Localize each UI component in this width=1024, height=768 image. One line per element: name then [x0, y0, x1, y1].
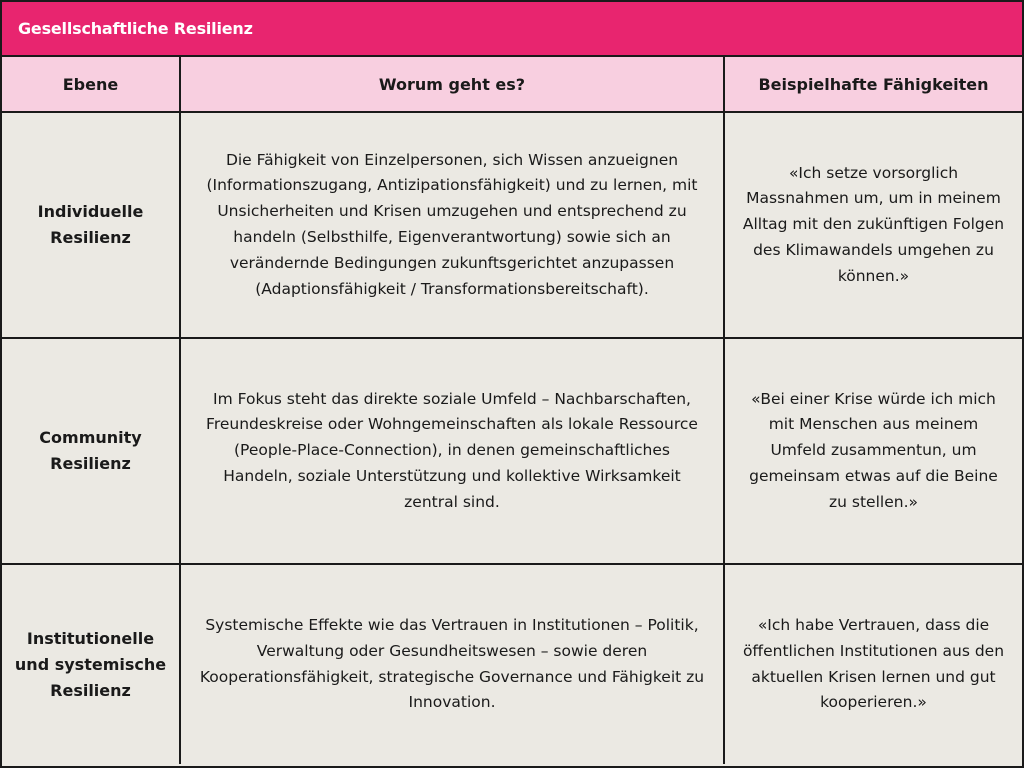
level-label: Institutionelle und systemische Resilienz: [14, 628, 167, 700]
example-cell: «Bei einer Krise würde ich mich mit Menschen aus meinem Umfeld zusammentun, um gemeinsam etwas auf die Beine zu stellen.»: [724, 338, 1022, 564]
table-row: [2, 564, 1022, 764]
level-cell: [2, 338, 180, 564]
level-cell: [2, 112, 180, 338]
column-header-description: Worum geht es?: [180, 57, 724, 112]
table-title: Gesellschaftliche Resilienz: [18, 19, 253, 38]
column-header-examples: Beispielhafte Fähigkeiten: [724, 57, 1022, 112]
description-cell: Systemische Effekte wie das Vertrauen in Institutionen – Politik, Verwaltung oder Gesundheitswesen – sowie deren Kooperationsfähigkeit, strategische Governance und Fähigkeit zu Innovation.: [180, 564, 724, 764]
table-row: [2, 112, 1022, 338]
description-cell: Im Fokus steht das direkte soziale Umfeld – Nachbarschaften, Freundeskreise oder Wohngemeinschaften als lokale Ressource (People-Place-Connection), in denen gemeinschaftliches Handeln, soziale Unterstützung und kollektive Wirksamkeit zentral sind.: [180, 338, 724, 564]
resilience-table: [2, 57, 1022, 764]
table-row: [2, 338, 1022, 564]
example-cell: «Ich setze vorsorglich Massnahmen um, um in meinem Alltag mit den zukünftigen Folgen des Klimawandels umgehen zu können.»: [724, 112, 1022, 338]
description-cell: Die Fähigkeit von Einzelpersonen, sich Wissen anzueignen (Informationszugang, Antizipationsfähigkeit) und zu lernen, mit Unsicherheiten und Krisen umzugehen und entsprechend zu handeln (Selbsthilfe, Eigenverantwortung) sowie sich an verändernde Bedingungen zukunftsgerichtet anzupassen (Adaptionsfähigkeit / Transformationsbereitschaft).: [180, 112, 724, 338]
title-bar: [2, 2, 1022, 57]
column-header-level: Ebene: [2, 57, 180, 112]
example-cell: «Ich habe Vertrauen, dass die öffentlichen Institutionen aus den aktuellen Krisen lernen und gut kooperieren.»: [724, 564, 1022, 764]
header-row: [2, 57, 1022, 112]
level-label: Community Resilienz: [39, 428, 142, 473]
level-cell: [2, 564, 180, 764]
level-label: Individuelle Resilienz: [37, 202, 144, 247]
